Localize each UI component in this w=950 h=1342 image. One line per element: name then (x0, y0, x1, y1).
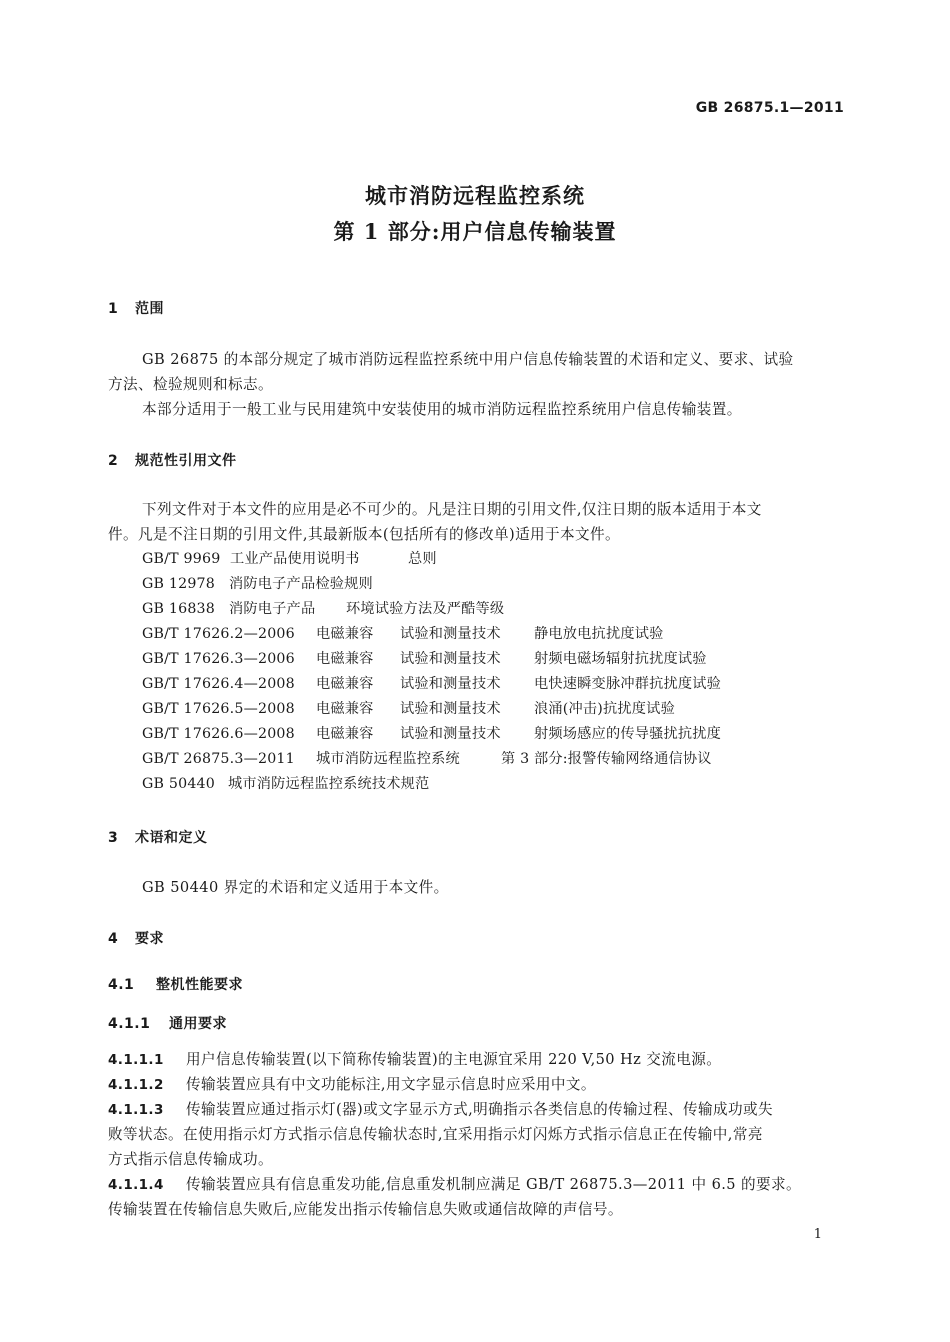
section-3-paragraph: GB 50440 界定的术语和定义适用于本文件。 (142, 879, 449, 896)
section-title: 要求 (135, 931, 164, 947)
clause-text: 传输装置应通过指示灯(器)或文字显示方式,明确指示各类信息的传输过程、传输成功或失 (186, 1101, 773, 1118)
reference-code: GB/T 9969 (142, 551, 221, 567)
title-line-2: 第 1 部分:用户信息传输装置 (333, 219, 617, 244)
reference-code: GB/T 17626.3—2006 (142, 651, 295, 667)
reference-code: GB/T 17626.5—2008 (142, 701, 295, 717)
reference-code: GB 50440 (142, 776, 216, 792)
section-number: 3 (108, 830, 119, 846)
reference-subtitle: 总则 (408, 551, 437, 567)
section-1-paragraph-1-line-1: GB 26875 的本部分规定了城市消防远程监控系统中用户信息传输装置的术语和定义、要求、试验 (142, 351, 794, 368)
reference-title: 消防电子产品 (229, 601, 316, 617)
clause-number: 4.1.1.4 (108, 1177, 164, 1193)
reference-item (142, 548, 437, 568)
reference-title: 城市消防远程监控系统技术规范 (228, 776, 430, 792)
reference-code: GB/T 17626.2—2006 (142, 626, 295, 642)
section-number: 4.1 (108, 977, 135, 993)
reference-subtitle: 试验和测量技术 (400, 701, 501, 717)
clause-text: 传输装置应具有中文功能标注,用文字显示信息时应采用中文。 (186, 1076, 596, 1093)
clause-number: 4.1.1.2 (108, 1077, 164, 1093)
reference-code: GB/T 17626.4—2008 (142, 676, 295, 692)
reference-item (142, 598, 504, 618)
section-title: 术语和定义 (135, 830, 208, 846)
reference-item (142, 573, 373, 593)
clause-4-1-1-4-line-2: 传输装置在传输信息失败后,应能发出指示传输信息失败或通信故障的声信号。 (108, 1201, 623, 1218)
reference-item (142, 723, 721, 743)
reference-subtitle: 试验和测量技术 (400, 626, 501, 642)
reference-item (142, 673, 721, 693)
reference-topic: 浪涌(冲击)抗扰度试验 (534, 701, 675, 717)
reference-topic: 射频电磁场辐射抗扰度试验 (534, 651, 707, 667)
reference-item (142, 648, 707, 668)
reference-subtitle: 第 3 部分:报警传输网络通信协议 (501, 751, 712, 767)
section-title: 通用要求 (169, 1016, 227, 1032)
section-number: 1 (108, 301, 119, 317)
reference-title: 电磁兼容 (316, 676, 374, 692)
reference-title: 电磁兼容 (316, 726, 374, 742)
clause-4-1-1-3-line-3: 方式指示信息传输成功。 (108, 1151, 273, 1168)
section-number: 2 (108, 453, 119, 469)
subsection-4-1-1-heading (108, 1013, 227, 1033)
reference-item (142, 623, 664, 643)
subsection-4-1-heading (108, 974, 243, 994)
reference-subtitle: 环境试验方法及严酷等级 (346, 601, 505, 617)
section-title: 整机性能要求 (156, 977, 243, 993)
reference-topic: 电快速瞬变脉冲群抗扰度试验 (534, 676, 722, 692)
reference-title: 电磁兼容 (316, 701, 374, 717)
reference-title: 城市消防远程监控系统 (316, 751, 460, 767)
section-1-paragraph-2: 本部分适用于一般工业与民用建筑中安装使用的城市消防远程监控系统用户信息传输装置。 (142, 401, 742, 418)
clause-text: 用户信息传输装置(以下简称传输装置)的主电源宜采用 220 V,50 Hz 交流电源。 (186, 1051, 722, 1068)
section-2-paragraph-line-2: 件。凡是不注日期的引用文件,其最新版本(包括所有的修改单)适用于本文件。 (108, 526, 621, 543)
clause-4-1-1-2 (108, 1073, 596, 1094)
section-4-heading (108, 928, 164, 948)
section-2-heading (108, 450, 237, 470)
reference-title: 消防电子产品检验规则 (229, 576, 373, 592)
standard-code: GB 26875.1—2011 (695, 100, 844, 116)
section-2-paragraph-line-1: 下列文件对于本文件的应用是必不可少的。凡是注日期的引用文件,仅注日期的版本适用于本文 (142, 501, 762, 518)
section-number: 4.1.1 (108, 1016, 151, 1032)
reference-code: GB 12978 (142, 576, 216, 592)
section-title: 范围 (135, 301, 164, 317)
reference-item (142, 773, 429, 793)
reference-code: GB/T 17626.6—2008 (142, 726, 295, 742)
reference-item (142, 698, 675, 718)
reference-topic: 射频场感应的传导骚扰抗扰度 (534, 726, 722, 742)
title-line-1: 城市消防远程监控系统 (365, 183, 585, 208)
reference-title: 电磁兼容 (316, 626, 374, 642)
section-number: 4 (108, 931, 119, 947)
clause-number: 4.1.1.3 (108, 1102, 164, 1118)
reference-title: 工业产品使用说明书 (230, 551, 360, 567)
section-3-heading (108, 827, 208, 847)
clause-number: 4.1.1.1 (108, 1052, 164, 1068)
reference-subtitle: 试验和测量技术 (400, 676, 501, 692)
clause-4-1-1-3-line-2: 败等状态。在使用指示灯方式指示信息传输状态时,宜采用指示灯闪烁方式指示信息正在传输中,常亮 (108, 1126, 763, 1143)
reference-subtitle: 试验和测量技术 (400, 726, 501, 742)
clause-4-1-1-4-line-1 (108, 1173, 801, 1194)
page-number: 1 (813, 1227, 822, 1242)
clause-text: 传输装置应具有信息重发功能,信息重发机制应满足 GB/T 26875.3—2011 中 6.5 的要求。 (186, 1176, 801, 1193)
reference-title: 电磁兼容 (316, 651, 374, 667)
clause-4-1-1-1 (108, 1048, 721, 1069)
section-1-paragraph-1-line-2: 方法、检验规则和标志。 (108, 376, 273, 393)
section-1-heading (108, 298, 164, 318)
reference-subtitle: 试验和测量技术 (400, 651, 501, 667)
reference-code: GB 16838 (142, 601, 216, 617)
reference-item (142, 748, 712, 768)
reference-code: GB/T 26875.3—2011 (142, 751, 295, 767)
section-title: 规范性引用文件 (135, 453, 237, 469)
reference-topic: 静电放电抗扰度试验 (534, 626, 664, 642)
clause-4-1-1-3-line-1 (108, 1098, 773, 1119)
